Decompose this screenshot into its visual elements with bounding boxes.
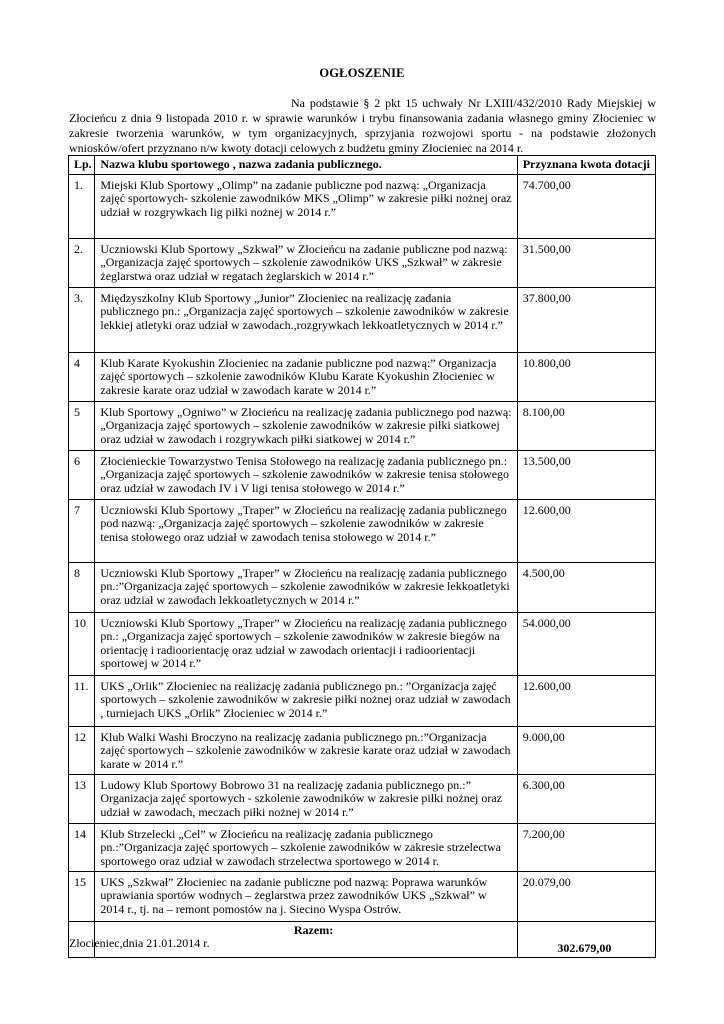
row-description: Uczniowski Klub Sportowy „Traper” w Złocieńcu na realizację zadania publicznego pod nazwą: „Organizacja zajęć sportowych – szkolenie zawodników w zakresie tenisa stołowego oraz udział w zawodach tenisa stołowego w 2014 r.” xyxy=(95,499,517,562)
row-lp: 2. xyxy=(69,238,95,287)
table-row xyxy=(69,287,656,352)
row-description: Uczniowski Klub Sportowy „Traper” w Złocieńcu na realizację zadania publicznego pn.:”Organizacja zajęć sportowych – szkolenie zawodników w zakresie lekkoatletyki oraz udział w zawodach lekkoatletycznych w 2014 r.” xyxy=(95,562,517,612)
row-amount: 12.600,00 xyxy=(517,499,655,562)
table-row xyxy=(69,174,656,238)
row-amount: 8.100,00 xyxy=(517,401,655,450)
row-amount: 4.500,00 xyxy=(517,562,655,612)
row-lp: 10 xyxy=(69,612,95,675)
header-amount: Przyznana kwota dotacji xyxy=(517,156,655,175)
row-description: Klub Sportowy „Ogniwo” w Złocieńcu na realizację zadania publicznego pod nazwą: „Organizacja zajęć sportowych – szkolenie zawodników w zakresie piłki siatkowej oraz udział w zawodach i rozgrywkach piłki siatkowej w 2014 r.” xyxy=(95,401,517,450)
table-row xyxy=(69,871,656,921)
table-row xyxy=(69,562,656,612)
table-row xyxy=(69,675,656,726)
row-lp: 14 xyxy=(69,823,95,871)
row-description: Uczniowski Klub Sportowy „Szkwał” w Złocieńcu na zadanie publiczne pod nazwą: „Organizacja zajęć sportowych – szkolenie zawodników UKS „Szkwał” w zakresie żeglarstwa oraz udział w regatach żeglarskich w 2014 r.” xyxy=(95,238,517,287)
row-amount: 20.079,00 xyxy=(517,871,655,921)
intro-paragraph: Na podstawie § 2 pkt 15 uchwały Nr LXIII/432/2010 Rady Miejskiej w Złocieńcu z dnia 9 listopada 2010 r. w sprawie warunków i trybu finansowania zadania własnego gminy Złocieniec w zakresie tworzenia warunków, w tym organizacyjnych, sprzyjania rozwojowi sportu - na podstawie złożonych wniosków/ofert przyznano n/w kwoty dotacji celowych z budżetu gminy Złocieniec na 2014 r. xyxy=(69,96,656,155)
total-value: 302.679,00 xyxy=(557,940,612,955)
row-description: Międzyszkolny Klub Sportowy „Junior” Złocieniec na realizację zadania publicznego pn.: „Organizacja zajęć sportowych – szkolenie zawodników w zakresie lekkiej atletyki oraz udział w zawodach.,rozgrywkach lekkoatletycznych w 2014 r.” xyxy=(95,287,517,352)
row-amount: 10.800,00 xyxy=(517,352,655,401)
row-lp: 12 xyxy=(69,726,95,774)
row-amount: 74.700,00 xyxy=(517,174,655,238)
table-row xyxy=(69,726,656,774)
row-lp: 3. xyxy=(69,287,95,352)
footer-date: Złocieniec,dnia 21.01.2014 r. xyxy=(69,936,210,950)
row-description: UKS „Orlik” Złocieniec na realizację zadania publicznego pn.: ”Organizacja zajęć sportowych – szkolenie zawodników w zakresie piłki nożnej oraz udział w zawodach , turniejach UKS „Orlik” Złocieniec w 2014 r.” xyxy=(95,675,517,726)
row-lp: 1. xyxy=(69,174,95,238)
row-lp: 13 xyxy=(69,774,95,823)
row-amount: 37.800,00 xyxy=(517,287,655,352)
row-amount: 6.300,00 xyxy=(517,774,655,823)
row-description: Ludowy Klub Sportowy Bobrowo 31 na realizację zadania publicznego pn.:” Organizacja zajęć sportowych - szkolenie zawodników w zakresie piłki nożnej oraz udział w zawodach, meczach piłki nożnej w 2014 r.” xyxy=(95,774,517,823)
row-amount: 7.200,00 xyxy=(517,823,655,871)
table-row xyxy=(69,238,656,287)
row-description: Klub Walki Washi Broczyno na realizację zadania publicznego pn.:”Organizacja zajęć sportowych – szkolenie zawodników w zakresie karate oraz udział w zawodach karate w 2014 r.” xyxy=(95,726,517,774)
row-amount: 12.600,00 xyxy=(517,675,655,726)
table-header-row xyxy=(69,156,656,175)
table-row xyxy=(69,401,656,450)
header-lp: Lp. xyxy=(69,156,95,175)
row-lp: 6 xyxy=(69,450,95,499)
row-amount: 31.500,00 xyxy=(517,238,655,287)
header-name: Nazwa klubu sportowego , nazwa zadania publicznego. xyxy=(95,156,517,175)
table-row xyxy=(69,499,656,562)
total-label: Razem: xyxy=(293,922,334,937)
grants-table xyxy=(68,155,656,958)
row-amount: 9.000,00 xyxy=(517,726,655,774)
row-amount: 54.000,00 xyxy=(517,612,655,675)
table-row xyxy=(69,774,656,823)
row-description: Uczniowski Klub Sportowy „Traper” w Złocieńcu na realizację zadania publicznego pn.: „Organizacja zajęć sportowych – szkolenie zawodników w zakresie biegów na orientację i radioorientację oraz udział w zawodach orientacji i radioorientacji sportowej w 2014 r.” xyxy=(95,612,517,675)
row-description: Miejski Klub Sportowy „Olimp” na zadanie publiczne pod nazwą: „Organizacja zajęć sportowych- szkolenie zawodników MKS „Olimp” w zakresie piłki nożnej oraz udział w rozgrywkach lig piłki nożnej w 2014 r.” xyxy=(95,174,517,238)
table-row xyxy=(69,612,656,675)
row-description: Klub Strzelecki „Cel” w Złocieńcu na realizację zadania publicznego pn.:”Organizacja zajęć sportowych – szkolenie zawodników w zakresie strzelectwa sportowego oraz udział w zawodach strzelectwa sportowego w 2014 r. xyxy=(95,823,517,871)
table-row xyxy=(69,352,656,401)
row-amount: 13.500,00 xyxy=(517,450,655,499)
row-description: Klub Karate Kyokushin Złocieniec na zadanie publiczne pod nazwą:” Organizacja zajęć sportowych – szkolenie zawodników Klubu Karate Kyokushin Złocieniec w zakresie karate oraz udział w zawodach karate w 2014 r.” xyxy=(95,352,517,401)
row-description: UKS „Szkwał” Złocieniec na zadanie publiczne pod nazwą: Poprawa warunków uprawiania sportów wodnych – żeglarstwa przez zawodników UKS „Szkwał” w 2014 r., tj. na – remont pomostów na j. Siecino Wyspa Ostrów. xyxy=(95,871,517,921)
row-description: Złocienieckie Towarzystwo Tenisa Stołowego na realizację zadania publicznego pn.: „Organizacja zajęć sportowych – szkolenie zawodników w zakresie tenisa stołowego oraz udział w zawodach IV i V ligi tenisa stołowego w 2014 r.” xyxy=(95,450,517,499)
row-lp: 11. xyxy=(69,675,95,726)
row-lp: 7 xyxy=(69,499,95,562)
table-row xyxy=(69,450,656,499)
row-lp: 5 xyxy=(69,401,95,450)
table-row xyxy=(69,823,656,871)
row-lp: 15 xyxy=(69,871,95,921)
page-title: OGŁOSZENIE xyxy=(319,66,405,80)
total-value-cell xyxy=(517,921,655,958)
row-lp: 4 xyxy=(69,352,95,401)
row-lp: 8 xyxy=(69,562,95,612)
